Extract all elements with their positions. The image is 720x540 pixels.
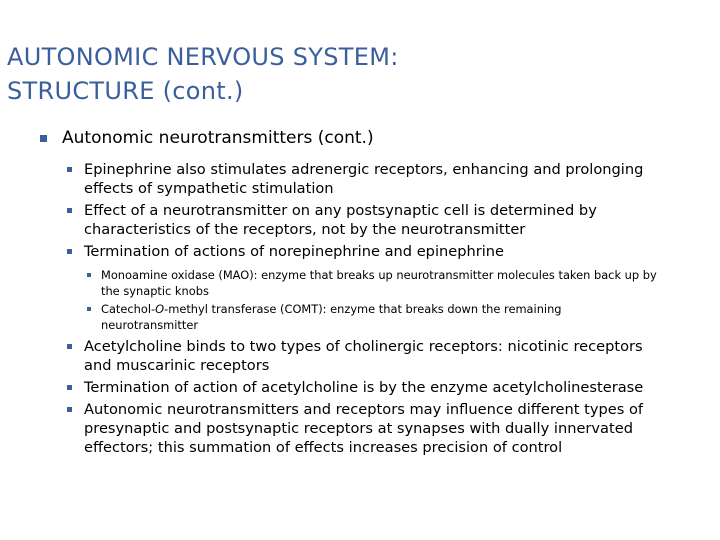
bullet-text: Acetylcholine binds to two types of cholinergic receptors: nicotinic receptors and muscarinic receptors [84, 338, 643, 374]
bullet-text: Termination of action of acetylcholine is by the enzyme acetylcholinesterase [84, 379, 644, 396]
bullet-level2 [84, 160, 664, 198]
square-bullet-icon [40, 135, 47, 142]
square-bullet-icon [87, 273, 91, 277]
bullet-level1 [62, 128, 662, 148]
bullet-text: Monoamine oxidase (MAO): enzyme that breaks up neurotransmitter molecules taken back up by the synaptic knobs [101, 268, 657, 298]
bullet-text: Termination of actions of norepinephrine and epinephrine [84, 243, 505, 260]
bullet-text: Epinephrine also stimulates adrenergic receptors, enhancing and prolonging effects of sympathetic stimulation [84, 161, 644, 197]
slide-title-line-1: AUTONOMIC NERVOUS SYSTEM: [7, 43, 399, 71]
square-bullet-icon [67, 249, 72, 254]
bullet-text: Autonomic neurotransmitters (cont.) [62, 128, 374, 148]
square-bullet-icon [67, 407, 72, 412]
bullet-level2 [84, 242, 664, 261]
bullet-level3 [101, 267, 661, 299]
bullet-text-part: -methyl transferase (COMT): enzyme that breaks down the remaining neurotransmitter [101, 302, 562, 332]
bullet-text: Autonomic neurotransmitters and receptors may influence different types of presynaptic and postsynaptic receptors at synapses with dually innervated effectors; this summation of effects increases precision of control [84, 401, 644, 456]
square-bullet-icon [67, 344, 72, 349]
square-bullet-icon [67, 385, 72, 390]
bullet-level3 [101, 301, 661, 333]
square-bullet-icon [67, 167, 72, 172]
square-bullet-icon [67, 208, 72, 213]
bullet-level2 [84, 201, 664, 239]
bullet-text-part: Catechol- [101, 302, 156, 316]
slide-content [0, 128, 720, 460]
bullet-level2 [84, 400, 664, 457]
bullet-text: Effect of a neurotransmitter on any postsynaptic cell is determined by characteristics of the receptors, not by the neurotransmitter [84, 202, 597, 238]
slide-title [7, 40, 647, 108]
bullet-text [101, 302, 562, 332]
square-bullet-icon [87, 307, 91, 311]
slide-title-line-2: STRUCTURE (cont.) [7, 77, 244, 105]
bullet-level2 [84, 337, 664, 375]
bullet-text-italic: O [155, 302, 165, 316]
bullet-level2 [84, 378, 664, 397]
